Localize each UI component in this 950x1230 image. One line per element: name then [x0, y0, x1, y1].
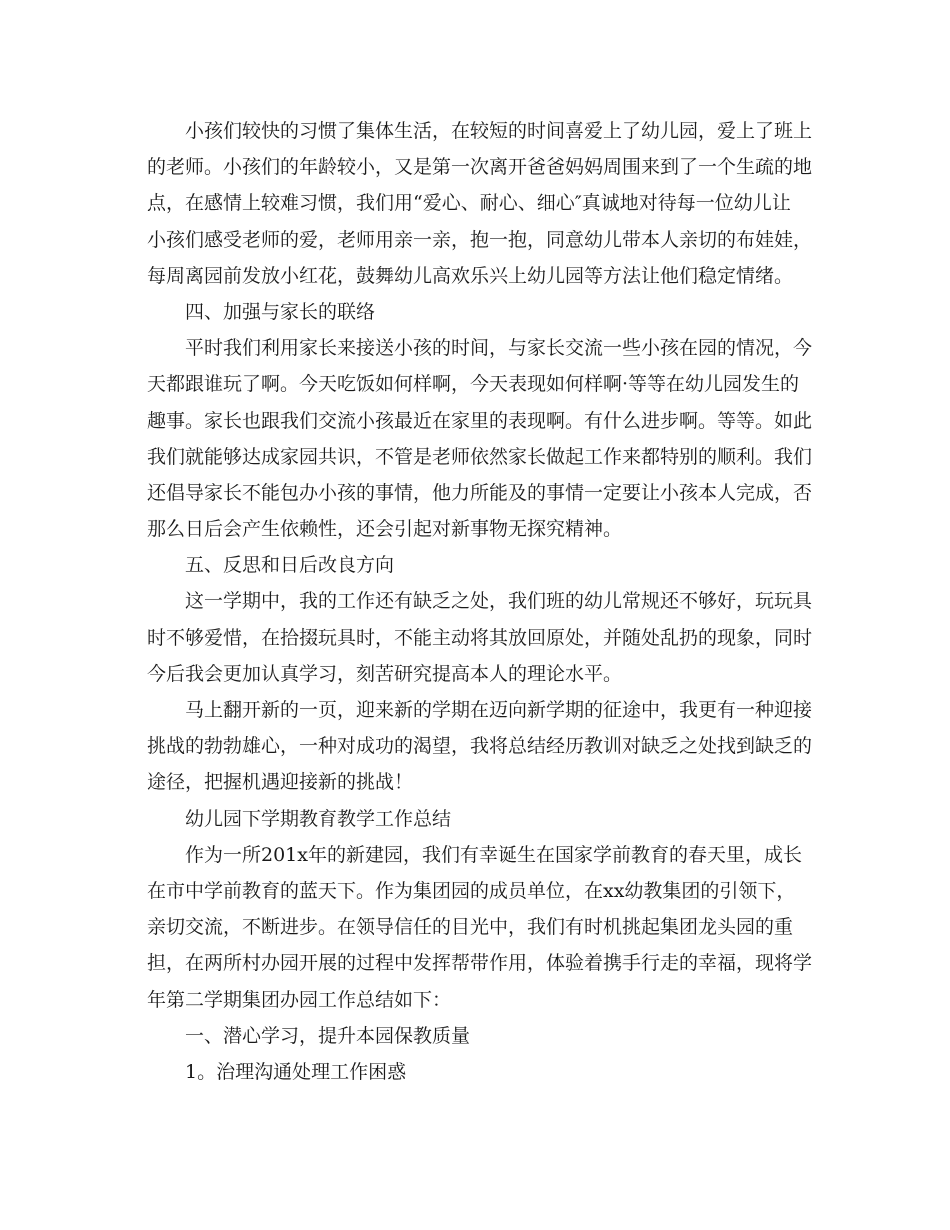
text-line: 担，在两所村办园开展的过程中发挥帮带作用，体验着携手行走的幸福，现将学: [147, 952, 813, 975]
subsection-heading: 1。治理沟通处理工作困惑: [185, 1060, 407, 1083]
text-line: 这一学期中，我的工作还有缺乏之处，我们班的幼儿常规还不够好，玩玩具: [185, 590, 813, 613]
text-line: 途径，把握机遇迎接新的挑战！: [147, 771, 414, 794]
text-line: 作为一所201x年的新建园，我们有幸诞生在国家学前教育的春天里，成长: [185, 843, 802, 866]
text-line: 挑战的勃勃雄心，一种对成功的渴望，我将总结经历教训对缺乏之处找到缺乏的: [147, 735, 813, 758]
text-line: 年第二学期集团办园工作总结如下：: [147, 988, 452, 1011]
section-heading: 一、潜心学习，提升本园保教质量: [185, 1024, 471, 1047]
text-line: 天都跟谁玩了啊。今天吃饭如何样啊，今天表现如何样啊·等等在幼儿园发生的: [147, 373, 800, 396]
section-heading: 五、反思和日后改良方向: [185, 554, 395, 577]
text-line: 小孩们感受老师的爱，老师用亲一亲，抱一抱，同意幼儿带本人亲切的布娃娃，: [147, 228, 813, 251]
text-line: 趣事。家长也跟我们交流小孩最近在家里的表现啊。有什么进步啊。等等。如此: [147, 409, 813, 432]
text-line: 每周离园前发放小红花，鼓舞幼儿高欢乐兴上幼儿园等方法让他们稳定情绪。: [147, 264, 794, 287]
text-line: 那么日后会产生依赖性，还会引起对新事物无探究精神。: [147, 518, 623, 541]
text-line: 的老师。小孩们的年龄较小，又是第一次离开爸爸妈妈周围来到了一个生疏的地: [147, 156, 813, 179]
text-line: 还倡导家长不能包办小孩的事情，他力所能及的事情一定要让小孩本人完成，否: [147, 481, 813, 504]
document-title: 幼儿园下学期教育教学工作总结: [185, 807, 452, 830]
text-line: 在市中学前教育的蓝天下。作为集团园的成员单位，在xx幼教集团的引领下，: [147, 879, 796, 902]
document-page: [147, 113, 813, 1090]
text-line: 今后我会更加认真学习，刻苦研究提高本人的理论水平。: [147, 662, 623, 685]
text-line: 点，在感情上较难习惯，我们用“爱心、耐心、细心″真诚地对待每一位幼儿让: [147, 192, 791, 215]
text-line: 我们就能够达成家园共识，不管是老师依然家长做起工作来都特别的顺利。我们: [147, 445, 813, 468]
section-heading: 四、加强与家长的联络: [185, 300, 376, 323]
text-line: 马上翻开新的一页，迎来新的学期在迈向新学期的征途中，我更有一种迎接: [185, 699, 813, 721]
text-line: 小孩们较快的习惯了集体生活，在较短的时间喜爱上了幼儿园，爱上了班上: [185, 120, 813, 142]
text-line: 亲切交流，不断进步。在领导信任的目光中，我们有时机挑起集团龙头园的重: [147, 916, 794, 939]
text-line: 时不够爱惜，在拾掇玩具时，不能主动将其放回原处，并随处乱扔的现象，同时: [147, 626, 813, 649]
text-line: 平时我们利用家长来接送小孩的时间，与家长交流一些小孩在园的情况，今: [185, 337, 813, 360]
